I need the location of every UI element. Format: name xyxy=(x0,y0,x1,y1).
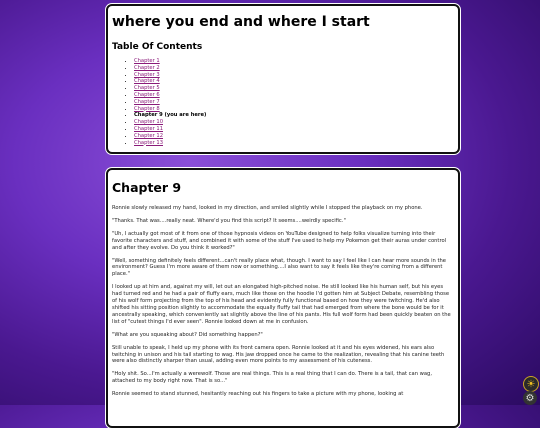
toc-item[interactable] xyxy=(134,65,454,72)
toc-chapter-link[interactable]: Chapter 7 xyxy=(134,98,160,105)
toc-item[interactable] xyxy=(134,92,454,99)
chapter-card xyxy=(106,168,460,428)
chapter-paragraph: I looked up at him and, against my will, let out an elongated high-pitched noise. He still looked like his human self, but his eyes had turned red and he had a pair of fluffy ears, much like those on the hoodie I'd gotten him at Subject Debate, resembling those of his wolf form projecting from the top of his head and evidently fully functional based on how they were twitching. He'd also shifted his sitting position slightly to accommodate the equally fluffy tail that had emerged from where the bone would be for it ancestrally speaking, which conveniently sat slightly above the line of his pants. His full wolf form had been quickly beaten on the list of "cutest things I'd ever seen". Ronnie looked down at me in confusion. xyxy=(112,284,451,325)
chapter-paragraph: "Thanks. That was....really neat. Where'd you find this script? It seems....weirdly specific." xyxy=(112,217,346,224)
toc-item[interactable] xyxy=(134,99,454,106)
chapter-paragraph: "What are you squeaking about? Did something happen?" xyxy=(112,331,263,338)
chapter-paragraph: Ronnie seemed to stand stunned, hesitantly reaching out his fingers to take a picture with my phone, looking at xyxy=(112,391,404,398)
toc-chapter-link[interactable]: Chapter 4 xyxy=(134,78,160,85)
chapter-heading: Chapter 9 xyxy=(112,180,182,195)
toc-item[interactable] xyxy=(134,78,454,85)
toc-item[interactable] xyxy=(134,85,454,92)
toc-item[interactable] xyxy=(134,133,454,140)
toc-chapter-link[interactable]: Chapter 1 xyxy=(134,58,160,64)
toc-chapter-link[interactable]: Chapter 5 xyxy=(134,85,160,92)
toc-heading: Table Of Contents xyxy=(112,42,203,52)
toc-chapter-link[interactable]: Chapter 2 xyxy=(134,64,160,71)
toc-item[interactable] xyxy=(134,140,454,147)
toc-item: • Chapter 9 (you are here) xyxy=(134,112,454,119)
story-title: where you end and where I start xyxy=(112,14,370,30)
chapter-paragraph: Ronnie slowly released my hand, looked in my direction, and smiled slightly while I stopped the playback on my phone. xyxy=(112,205,423,211)
chapter-paragraph: "Well, something definitely feels different...can't really place what, though. I want to say I feel like I can hear more sounds in the environment? Guess I'm more aware of them now or something....I also want to say it feels like they're coming from a different place." xyxy=(112,257,446,278)
chapter-paragraph: Still unable to speak, I held up my phone with its front camera open. Ronnie looked at it and his eyes widened, his ears also twitching in unison and his tail starting to wag. His jaw dropped once he came to the realization, revealing that his canine teeth were also distinctly sharper than usual, adding even more points to my assessment of his cuteness. xyxy=(112,344,445,365)
toc-item[interactable] xyxy=(134,58,454,65)
toc-chapter-link[interactable]: Chapter 13 xyxy=(134,139,163,146)
toc-chapter-link[interactable]: Chapter 12 xyxy=(134,132,163,139)
toc-item[interactable] xyxy=(134,72,454,79)
toc-card xyxy=(106,4,460,154)
toc-item[interactable] xyxy=(134,106,454,113)
toc-item[interactable] xyxy=(134,126,454,133)
toc-chapter-link[interactable]: Chapter 8 xyxy=(134,105,160,112)
toc-chapter-link[interactable]: Chapter 11 xyxy=(134,125,163,132)
gear-icon[interactable]: ⚙ xyxy=(523,391,537,405)
chapter-paragraph: "Holy shit. So...I'm actually a werewolf. Those are real things. This is a real thing that I can do. There is a tail, that can wag, attached to my body right now. That is so..." xyxy=(112,371,432,385)
chapter-paragraph: "Uh, I actually got most of it from one of those hypnosis videos on YouTube designed to help folks visualize turning into their favorite characters and stuff, and combined it with some of the stuff I've used to help my Pokemon get their auras under control and after they evolve. Do you think it worked?" xyxy=(112,230,447,251)
sun-icon[interactable]: ☀ xyxy=(523,376,539,392)
toc-chapter-link[interactable]: Chapter 10 xyxy=(134,119,163,126)
toc-list xyxy=(112,58,454,146)
toc-item[interactable] xyxy=(134,119,454,126)
toc-chapter-link[interactable]: Chapter 6 xyxy=(134,91,160,98)
toc-chapter-link[interactable]: Chapter 3 xyxy=(134,71,160,78)
chapter-body xyxy=(112,205,454,398)
